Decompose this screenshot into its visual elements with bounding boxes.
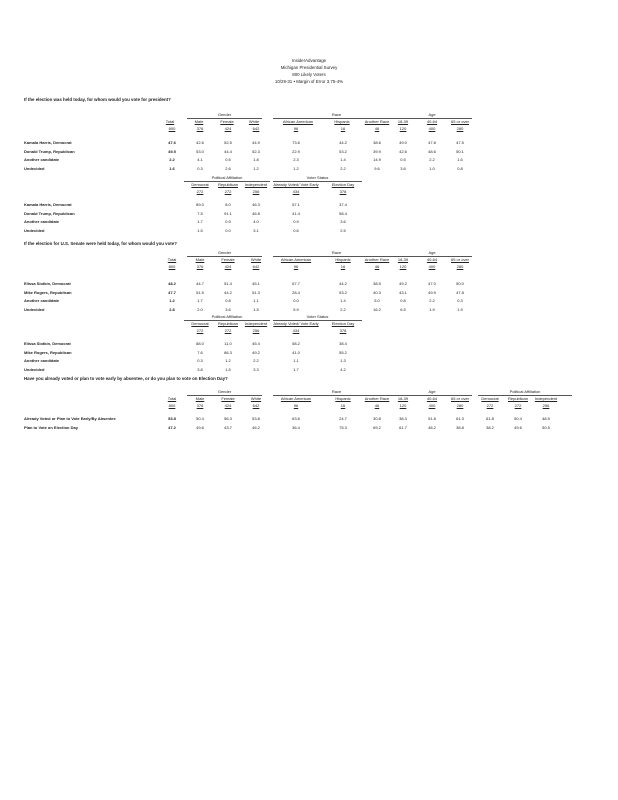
report-title: Michigan Presidential Survey xyxy=(280,65,338,70)
q2-t2-cell: 38.4 xyxy=(339,341,347,346)
q1-t2-cell: 4.0 xyxy=(253,219,259,224)
q1-t2-base-4: 378 xyxy=(339,189,347,194)
q2-t2-cell: 86.3 xyxy=(224,349,232,355)
q3-base-9: 280 xyxy=(456,403,464,408)
q2-t2-cell: 1.5 xyxy=(225,366,231,372)
q2-group-gender: Gender xyxy=(187,250,262,257)
q1-t2-cell: 41.4 xyxy=(292,210,300,216)
q1-t1-cell: 39.9 xyxy=(373,148,381,154)
q2-t2-cell: 1.1 xyxy=(293,358,299,363)
q1-t1-cell: 9.6 xyxy=(374,165,380,171)
q3-cell: 47.2 xyxy=(168,424,176,430)
q1-t2-cell: 37.4 xyxy=(339,202,347,207)
q1-col-white: White xyxy=(248,119,260,124)
q1-t1-base-2: 424 xyxy=(224,126,232,131)
q1-t2-base-0: 272 xyxy=(196,189,204,194)
q2-t1-base-0: 800 xyxy=(168,264,176,269)
q2-t2-cell: 3.8 xyxy=(197,366,203,372)
q2-t1-cell: 44.7 xyxy=(196,281,204,286)
q1-t1-cell: 48.6 xyxy=(428,148,436,154)
q2-question: If the election for U.S. Senate were held today, for whom would you vote? xyxy=(24,241,177,246)
q2-t2-cell: 1.2 xyxy=(225,358,231,363)
q2-t2-cell: 0.3 xyxy=(197,358,203,363)
q2-t2-cell: 1.3 xyxy=(340,358,346,363)
q2-t1-cell: 51.4 xyxy=(224,281,232,286)
q2-t1-col-8: 40-64 xyxy=(426,257,438,262)
q1-col-65-over: 65 or over xyxy=(450,119,469,124)
q2-t2-cell: 55.2 xyxy=(339,349,347,355)
q2-t1-cell: 2.0 xyxy=(197,306,203,312)
q3-cell: 51.8 xyxy=(428,416,436,421)
q2-t1-cell: 51.3 xyxy=(252,289,260,295)
q1-t2-cell: 7.5 xyxy=(197,210,203,216)
q3-col-2: Female xyxy=(221,396,235,401)
q3-base-8: 400 xyxy=(428,403,436,408)
q2-t1-cell: 5.0 xyxy=(374,298,380,303)
q1-t1-cell: 42.6 xyxy=(399,148,407,154)
q1-t1-cell: 2.6 xyxy=(225,165,231,171)
report-meta: 10/29-31 • Margin of Error 3.75-4% xyxy=(274,79,344,84)
q2-t1-cell: 5.9 xyxy=(293,306,299,312)
q2-t2-col-1: Republican xyxy=(217,321,238,326)
q2-t2-col-0: Democrat xyxy=(191,321,209,326)
q2-t1-cell: 38.5 xyxy=(373,281,381,286)
q1-t1-cell: 44.9 xyxy=(252,140,260,145)
q2-t2-col-4: Election Day xyxy=(331,321,355,326)
q1-t1-cell: 1.6 xyxy=(169,165,175,171)
q1-t1-cell: 38.6 xyxy=(373,140,381,145)
q3-col-9: 65 or over xyxy=(450,396,469,401)
q1-t2-cell: 89.0 xyxy=(196,202,204,207)
q3-cell: 48.5 xyxy=(542,416,550,421)
q1-t1-base-6: 46 xyxy=(374,126,380,131)
q2-t2-base-3: 434 xyxy=(292,328,300,333)
q1-t2-col-2: Independent xyxy=(244,182,268,187)
q3-question: Have you already voted or plan to vote early by absentee, or do you plan to vote on Election Day? xyxy=(24,376,228,381)
q1-group-gender: Gender xyxy=(187,112,262,119)
q2-t1-cell: 2.2 xyxy=(429,298,435,303)
q2-t1-cell: 1.1 xyxy=(253,298,259,303)
q3-cell: 50.4 xyxy=(196,416,204,421)
q3-cell: 46.2 xyxy=(252,424,260,430)
q3-col-12: Independent xyxy=(534,396,558,401)
q2-t2-row-label: Elissa Slotkin, Democrat xyxy=(24,341,71,346)
q1-t2-cell: 0.0 xyxy=(225,227,231,233)
q2-group-political-affiliation: Political Affiliation xyxy=(184,314,270,321)
q1-t1-cell: 52.3 xyxy=(252,148,260,154)
q1-t1-base-0: 800 xyxy=(168,126,176,131)
q1-t1-cell: 4.1 xyxy=(197,157,203,162)
q1-t2-col-4: Election Day xyxy=(331,182,355,187)
q1-t2-col-3: Already Voted/ Vote Early xyxy=(273,182,319,187)
q2-t1-col-6: Another Race xyxy=(364,257,390,262)
q2-t2-cell: 3.3 xyxy=(253,366,259,372)
q2-t1-cell: 16.2 xyxy=(373,306,381,312)
q1-t1-cell: 52.5 xyxy=(224,140,232,145)
q1-t2-cell: 58.4 xyxy=(339,210,347,216)
q2-t2-cell: 4.2 xyxy=(340,366,346,372)
q2-t1-cell: 47.7 xyxy=(168,289,176,295)
q2-t1-cell: 0.3 xyxy=(457,298,463,303)
q2-t1-cell: 1.5 xyxy=(253,306,259,312)
q1-t2-cell: 46.8 xyxy=(252,210,260,216)
q1-t1-cell: 53.2 xyxy=(339,148,347,154)
q2-t1-cell: 0.8 xyxy=(400,298,406,303)
q1-t2-row-label: Another candidate xyxy=(24,219,60,224)
q2-t1-cell: 50.0 xyxy=(456,281,464,286)
q3-cell: 63.6 xyxy=(292,416,300,421)
q3-base-12: 256 xyxy=(542,403,550,408)
q1-t1-base-4: 96 xyxy=(293,126,299,131)
q2-t1-cell: 44.2 xyxy=(224,289,232,295)
q1-t1-cell: 1.4 xyxy=(340,157,346,162)
q3-row-label: Plan to Vote on Election Day xyxy=(24,424,78,430)
q1-t1-cell: 3.6 xyxy=(400,165,406,171)
q3-cell: 38.8 xyxy=(456,424,464,430)
q2-t1-cell: 51.5 xyxy=(196,289,204,295)
q1-t2-row-label: Donald Trump, Republican xyxy=(24,210,75,216)
q3-col-6: Another Race xyxy=(364,396,390,401)
q2-t1-col-7: 18-39 xyxy=(397,257,409,262)
q2-t1-cell: 49.2 xyxy=(399,281,407,286)
q2-t2-cell: 7.6 xyxy=(197,349,203,355)
q3-base-6: 46 xyxy=(374,403,380,408)
q1-t2-base-1: 272 xyxy=(224,189,232,194)
q2-t1-col-0: Total xyxy=(167,257,177,262)
q1-t2-cell: 2.5 xyxy=(340,227,346,233)
q1-group-age: Age xyxy=(392,112,472,119)
q2-t2-cell: 11.0 xyxy=(224,341,232,346)
q3-base-0: 800 xyxy=(168,403,176,408)
q1-t1-base-5: 16 xyxy=(340,126,346,131)
q3-cell: 38.3 xyxy=(399,416,407,421)
q1-t1-cell: 1.6 xyxy=(457,157,463,162)
q1-col-another-race: Another Race xyxy=(364,119,390,124)
q1-t2-row-label: Kamala Harris, Democrat xyxy=(24,202,72,207)
q2-t1-cell: 67.7 xyxy=(292,281,300,286)
q3-group-gender: Gender xyxy=(187,389,262,396)
q3-group-political-affiliation: Political Affiliation xyxy=(478,389,572,396)
q3-cell: 24.7 xyxy=(339,416,347,421)
q3-cell: 49.6 xyxy=(196,424,204,430)
q2-t1-row-label: Mike Rogers, Republican xyxy=(24,289,72,295)
q1-t1-cell: 14.9 xyxy=(373,157,381,162)
q2-t1-cell: 43.1 xyxy=(399,289,407,295)
q3-col-5: Hispanic xyxy=(335,396,351,401)
q1-col-male: Male xyxy=(194,119,204,124)
q2-t1-cell: 6.5 xyxy=(400,306,406,312)
q2-t2-row-label: Mike Rogers, Republican xyxy=(24,349,72,355)
q1-t1-row-label: Donald Trump, Republican xyxy=(24,148,75,154)
q2-t1-cell: 49.9 xyxy=(428,289,436,295)
q2-t1-cell: 3.6 xyxy=(225,306,231,312)
q2-t1-base-2: 424 xyxy=(224,264,232,269)
q2-t2-cell: 2.2 xyxy=(253,358,259,363)
q1-t1-row-label: Another candidate xyxy=(24,157,60,162)
q1-t1-cell: 47.8 xyxy=(428,140,436,145)
q1-t1-cell: 44.2 xyxy=(339,140,347,145)
q3-cell: 53.8 xyxy=(252,416,260,421)
q1-col-hispanic: Hispanic xyxy=(334,119,350,124)
q2-t2-cell: 58.2 xyxy=(292,341,300,346)
q2-t2-cell: 41.0 xyxy=(292,349,300,355)
q2-t1-cell: 0.0 xyxy=(293,298,299,303)
q1-group-race: Race xyxy=(273,112,400,119)
q1-t2-cell: 1.5 xyxy=(197,227,203,233)
q1-col-total: Total xyxy=(165,119,175,124)
q1-t1-base-9: 280 xyxy=(456,126,464,131)
q1-t1-cell: 0.5 xyxy=(225,157,231,162)
q3-cell: 61.8 xyxy=(486,416,494,421)
q1-t2-cell: 57.1 xyxy=(292,202,300,207)
q1-t2-row-label: Undecided xyxy=(24,227,45,233)
q3-cell: 56.3 xyxy=(224,416,232,421)
q1-t1-cell: 2.3 xyxy=(293,157,299,162)
q1-question: If the election was held today, for whom would you vote for president? xyxy=(24,97,171,102)
q3-cell: 49.6 xyxy=(514,424,522,430)
q2-t1-base-3: 642 xyxy=(252,264,260,269)
q2-t1-col-2: Female xyxy=(221,257,235,262)
q2-t2-cell: 88.0 xyxy=(196,341,204,346)
q3-col-11: Republican xyxy=(507,396,528,401)
q2-t2-base-4: 378 xyxy=(339,328,347,333)
q1-t1-cell: 22.9 xyxy=(292,148,300,154)
q3-cell: 43.7 xyxy=(224,424,232,430)
q1-t1-cell: 42.6 xyxy=(196,140,204,145)
q2-t1-cell: 1.2 xyxy=(169,298,175,303)
q1-t1-base-3: 642 xyxy=(252,126,260,131)
q2-t2-cell: 1.7 xyxy=(293,366,299,372)
q2-t1-row-label: Another candidate xyxy=(24,298,60,303)
q2-t2-base-2: 256 xyxy=(252,328,260,333)
q3-cell: 48.2 xyxy=(428,424,436,430)
q2-t1-cell: 1.9 xyxy=(429,306,435,312)
q1-group-voter-status: Voter Status xyxy=(273,175,362,182)
q3-base-1: 376 xyxy=(196,403,204,408)
q1-t1-cell: 44.4 xyxy=(224,148,232,154)
q2-group-voter-status: Voter Status xyxy=(273,314,362,321)
q1-t1-row-label: Undecided xyxy=(24,165,45,171)
q2-t1-col-3: White xyxy=(250,257,262,262)
q3-cell: 50.5 xyxy=(542,424,550,430)
q1-col-18-39: 18-39 xyxy=(397,119,409,124)
q1-t1-base-8: 400 xyxy=(428,126,436,131)
q1-t1-cell: 0.3 xyxy=(197,165,203,171)
q3-cell: 36.4 xyxy=(292,424,300,430)
q3-cell: 53.8 xyxy=(168,416,176,421)
q1-t2-cell: 3.6 xyxy=(340,219,346,224)
q3-cell: 30.8 xyxy=(373,416,381,421)
q1-t2-base-2: 256 xyxy=(252,189,260,194)
q1-t1-cell: 1.2 xyxy=(253,165,259,171)
q3-cell: 61.3 xyxy=(456,416,464,421)
q1-t1-cell: 50.1 xyxy=(456,148,464,154)
q1-t1-cell: 2.2 xyxy=(429,157,435,162)
q1-t1-cell: 47.5 xyxy=(456,140,464,145)
q2-t1-cell: 1.9 xyxy=(457,306,463,312)
q1-t1-cell: 0.8 xyxy=(457,165,463,171)
q2-t1-cell: 48.2 xyxy=(168,281,176,286)
q2-t1-cell: 1.4 xyxy=(340,298,346,303)
q2-t1-row-label: Elissa Slotkin, Democrat xyxy=(24,281,71,286)
q3-col-7: 18-39 xyxy=(397,396,409,401)
q3-base-7: 120 xyxy=(399,403,407,408)
q3-row-label: Already Voted or Plan to Vote Early/By Absentee xyxy=(24,416,116,421)
q1-t1-cell: 49.0 xyxy=(399,140,407,145)
q2-t1-base-7: 120 xyxy=(399,264,407,269)
q2-t1-col-9: 65 or over xyxy=(450,257,469,262)
q2-t2-cell: 49.2 xyxy=(252,349,260,355)
q3-cell: 38.2 xyxy=(486,424,494,430)
q3-base-4: 96 xyxy=(293,403,299,408)
q2-t1-cell: 0.8 xyxy=(225,298,231,303)
q1-t1-cell: 0.5 xyxy=(400,157,406,162)
q1-t2-cell: 0.6 xyxy=(293,227,299,233)
q3-col-0: Total xyxy=(167,396,177,401)
q2-t2-col-3: Already Voted/ Vote Early xyxy=(273,321,319,326)
q1-t1-base-1: 376 xyxy=(196,126,204,131)
q3-col-4: African American xyxy=(280,396,312,401)
q3-cell: 69.2 xyxy=(373,424,381,430)
q2-group-age: Age xyxy=(392,250,472,257)
q2-t1-cell: 45.1 xyxy=(252,281,260,286)
q3-col-3: White xyxy=(250,396,262,401)
q2-t1-cell: 1.7 xyxy=(197,298,203,303)
q1-t1-cell: 53.0 xyxy=(196,148,204,154)
q3-base-11: 272 xyxy=(514,403,522,408)
q2-t1-cell: 47.0 xyxy=(428,281,436,286)
q3-cell: 75.3 xyxy=(339,424,347,430)
q2-t1-row-label: Undecided xyxy=(24,306,45,312)
q1-t2-cell: 0.9 xyxy=(293,219,299,224)
q2-t1-cell: 28.4 xyxy=(292,289,300,295)
q2-t2-cell: 45.4 xyxy=(252,341,260,346)
q1-t1-row-label: Kamala Harris, Democrat xyxy=(24,140,72,145)
q3-group-age: Age xyxy=(392,389,472,396)
q2-group-race: Race xyxy=(273,250,400,257)
q1-t1-cell: 49.5 xyxy=(168,148,176,154)
q1-t1-cell: 1.0 xyxy=(429,165,435,171)
q1-t2-cell: 3.1 xyxy=(253,227,259,233)
q2-t1-base-9: 280 xyxy=(456,264,464,269)
q2-t1-base-4: 96 xyxy=(293,264,299,269)
q2-t1-col-1: Male xyxy=(195,257,205,262)
q2-t1-cell: 2.8 xyxy=(169,306,175,312)
q2-t1-cell: 40.3 xyxy=(373,289,381,295)
q1-t2-cell: 46.3 xyxy=(252,202,260,207)
q2-t1-cell: 47.8 xyxy=(456,289,464,295)
q2-t2-base-1: 272 xyxy=(224,328,232,333)
q3-group-race: Race xyxy=(273,389,400,396)
q1-t1-base-7: 120 xyxy=(399,126,407,131)
report-sample: 800 Likely Voters xyxy=(292,72,326,77)
q1-col-female: Female xyxy=(220,119,234,124)
q2-t2-base-0: 272 xyxy=(196,328,204,333)
q1-t2-base-3: 434 xyxy=(292,189,300,194)
q3-base-2: 424 xyxy=(224,403,232,408)
q1-t2-cell: 1.7 xyxy=(197,219,203,224)
q1-t2-cell: 91.1 xyxy=(224,210,232,216)
q1-t2-col-0: Democrat xyxy=(191,182,209,187)
q1-t1-cell: 1.2 xyxy=(293,165,299,171)
q1-t1-cell: 2.2 xyxy=(169,157,175,162)
q3-cell: 50.4 xyxy=(514,416,522,421)
q2-t1-cell: 53.2 xyxy=(339,289,347,295)
q2-t2-col-2: Independent xyxy=(244,321,268,326)
q3-base-10: 272 xyxy=(486,403,494,408)
q2-t1-base-6: 46 xyxy=(374,264,380,269)
q1-t1-cell: 47.6 xyxy=(168,140,176,145)
q1-col-african-american: African American xyxy=(282,119,314,124)
q1-t1-cell: 2.2 xyxy=(340,165,346,171)
report-org: InsiderAdvantage xyxy=(291,58,327,63)
q2-t1-col-4: African American xyxy=(280,257,312,262)
q2-t1-base-5: 16 xyxy=(340,264,346,269)
q2-t1-col-5: Hispanic xyxy=(335,257,351,262)
q1-t1-cell: 73.6 xyxy=(292,140,300,145)
q3-cell: 61.7 xyxy=(399,424,407,430)
q3-col-8: 40-64 xyxy=(426,396,438,401)
q2-t2-row-label: Another candidate xyxy=(24,358,60,363)
q3-col-10: Democrat xyxy=(481,396,499,401)
q1-t2-col-1: Republican xyxy=(217,182,238,187)
q1-col-40-64: 40-64 xyxy=(426,119,438,124)
q2-t2-row-label: Undecided xyxy=(24,366,45,372)
q1-t2-cell: 0.9 xyxy=(225,219,231,224)
q2-t1-base-1: 376 xyxy=(196,264,204,269)
q3-base-5: 16 xyxy=(340,403,346,408)
q3-col-1: Male xyxy=(195,396,205,401)
q2-t1-cell: 44.2 xyxy=(339,281,347,286)
q1-t2-cell: 8.0 xyxy=(225,202,231,207)
q2-t1-cell: 2.2 xyxy=(340,306,346,312)
q3-base-3: 642 xyxy=(252,403,260,408)
q2-t1-base-8: 400 xyxy=(428,264,436,269)
q1-group-political-affiliation: Political Affiliation xyxy=(184,175,270,182)
q1-t1-cell: 1.8 xyxy=(253,157,259,162)
